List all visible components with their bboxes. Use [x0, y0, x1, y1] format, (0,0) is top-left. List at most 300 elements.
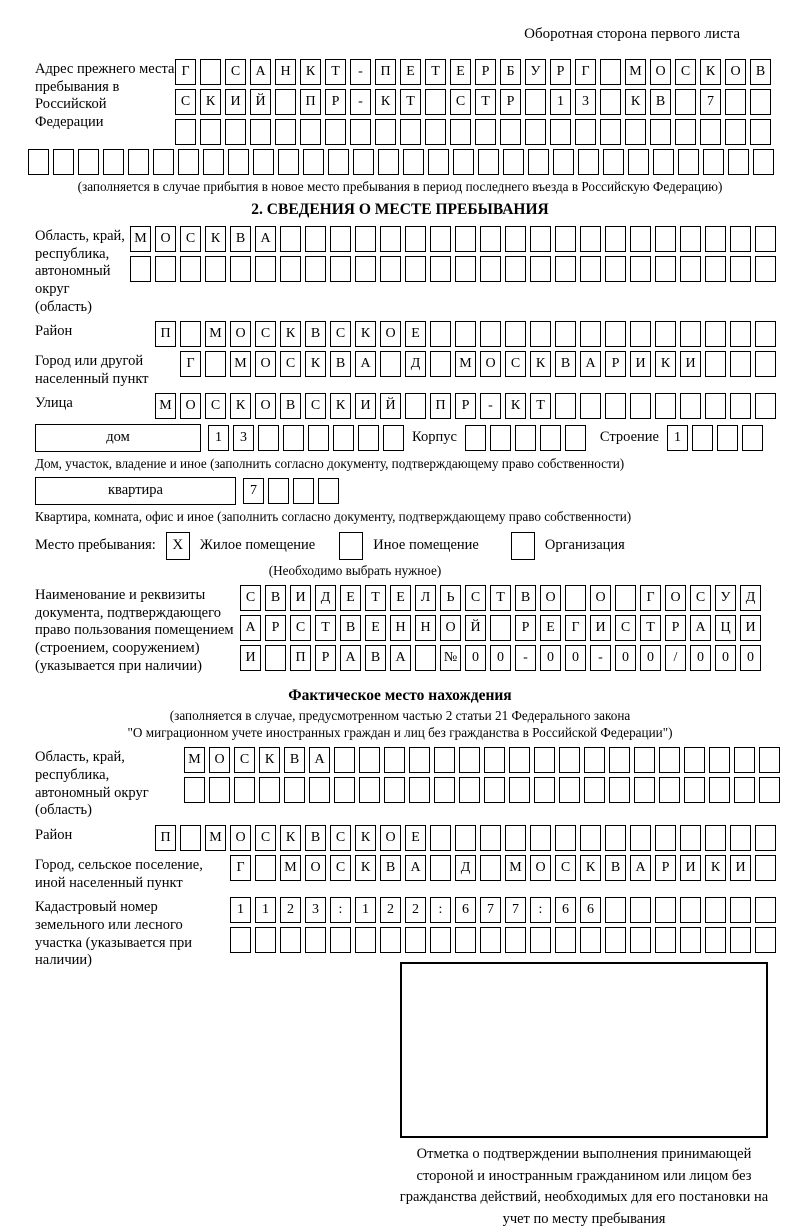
- char-box[interactable]: И: [290, 585, 311, 611]
- char-box[interactable]: В: [265, 585, 286, 611]
- char-box[interactable]: [525, 89, 546, 115]
- char-box[interactable]: [705, 927, 726, 953]
- char-box[interactable]: [425, 89, 446, 115]
- char-box[interactable]: В: [515, 585, 536, 611]
- char-box[interactable]: :: [530, 897, 551, 923]
- char-box[interactable]: [600, 59, 621, 85]
- char-box[interactable]: Е: [390, 585, 411, 611]
- char-box[interactable]: Й: [250, 89, 271, 115]
- char-box[interactable]: [480, 226, 501, 252]
- char-box[interactable]: [755, 351, 776, 377]
- char-box[interactable]: [330, 927, 351, 953]
- char-box[interactable]: П: [300, 89, 321, 115]
- char-box[interactable]: [305, 256, 326, 282]
- stay-type-checkbox-organization[interactable]: [511, 532, 535, 560]
- char-box[interactable]: 2: [280, 897, 301, 923]
- char-box[interactable]: [430, 351, 451, 377]
- char-box[interactable]: [303, 149, 324, 175]
- char-box[interactable]: О: [230, 321, 251, 347]
- char-box[interactable]: 2: [405, 897, 426, 923]
- char-box[interactable]: М: [280, 855, 301, 881]
- char-box[interactable]: [430, 825, 451, 851]
- char-box[interactable]: [280, 927, 301, 953]
- char-box[interactable]: В: [555, 351, 576, 377]
- char-box[interactable]: [755, 897, 776, 923]
- char-box[interactable]: [484, 777, 505, 803]
- char-box[interactable]: 0: [565, 645, 586, 671]
- char-box[interactable]: [605, 226, 626, 252]
- char-box[interactable]: [250, 119, 271, 145]
- char-box[interactable]: [384, 747, 405, 773]
- char-box[interactable]: [334, 777, 355, 803]
- char-box[interactable]: [405, 927, 426, 953]
- char-box[interactable]: [678, 149, 699, 175]
- char-box[interactable]: [234, 777, 255, 803]
- char-box[interactable]: [334, 747, 355, 773]
- char-box[interactable]: [555, 927, 576, 953]
- char-box[interactable]: Л: [415, 585, 436, 611]
- char-box[interactable]: [405, 256, 426, 282]
- char-box[interactable]: [555, 825, 576, 851]
- char-box[interactable]: [480, 825, 501, 851]
- char-box[interactable]: К: [355, 855, 376, 881]
- char-box[interactable]: 0: [465, 645, 486, 671]
- char-box[interactable]: 1: [667, 425, 688, 451]
- char-box[interactable]: К: [625, 89, 646, 115]
- char-box[interactable]: :: [330, 897, 351, 923]
- char-box[interactable]: К: [300, 59, 321, 85]
- char-box[interactable]: С: [255, 321, 276, 347]
- char-box[interactable]: Р: [325, 89, 346, 115]
- char-box[interactable]: 6: [455, 897, 476, 923]
- char-box[interactable]: 1: [255, 897, 276, 923]
- char-box[interactable]: П: [290, 645, 311, 671]
- char-box[interactable]: М: [455, 351, 476, 377]
- char-box[interactable]: П: [430, 393, 451, 419]
- char-box[interactable]: О: [155, 226, 176, 252]
- char-box[interactable]: В: [605, 855, 626, 881]
- char-box[interactable]: [578, 149, 599, 175]
- char-box[interactable]: Р: [665, 615, 686, 641]
- char-box[interactable]: С: [465, 585, 486, 611]
- char-box[interactable]: [650, 119, 671, 145]
- char-box[interactable]: Н: [415, 615, 436, 641]
- char-box[interactable]: 1: [355, 897, 376, 923]
- char-box[interactable]: [400, 119, 421, 145]
- char-box[interactable]: Р: [605, 351, 626, 377]
- char-box[interactable]: [383, 425, 404, 451]
- char-box[interactable]: [630, 927, 651, 953]
- char-box[interactable]: [325, 119, 346, 145]
- char-box[interactable]: [505, 256, 526, 282]
- char-box[interactable]: [609, 777, 630, 803]
- char-box[interactable]: [259, 777, 280, 803]
- char-box[interactable]: [505, 825, 526, 851]
- char-box[interactable]: [153, 149, 174, 175]
- char-box[interactable]: [180, 256, 201, 282]
- char-box[interactable]: -: [350, 89, 371, 115]
- char-box[interactable]: В: [280, 393, 301, 419]
- char-box[interactable]: С: [305, 393, 326, 419]
- char-box[interactable]: [630, 321, 651, 347]
- char-box[interactable]: [308, 425, 329, 451]
- char-box[interactable]: [525, 119, 546, 145]
- char-box[interactable]: А: [309, 747, 330, 773]
- char-box[interactable]: [103, 149, 124, 175]
- char-box[interactable]: В: [750, 59, 771, 85]
- char-box[interactable]: [750, 119, 771, 145]
- char-box[interactable]: К: [230, 393, 251, 419]
- char-box[interactable]: [675, 89, 696, 115]
- char-box[interactable]: [680, 825, 701, 851]
- char-box[interactable]: О: [180, 393, 201, 419]
- char-box[interactable]: К: [280, 321, 301, 347]
- char-box[interactable]: 1: [208, 425, 229, 451]
- char-box[interactable]: [655, 393, 676, 419]
- char-box[interactable]: И: [240, 645, 261, 671]
- char-box[interactable]: [28, 149, 49, 175]
- char-box[interactable]: [480, 927, 501, 953]
- char-box[interactable]: О: [590, 585, 611, 611]
- char-box[interactable]: [230, 927, 251, 953]
- char-box[interactable]: [530, 321, 551, 347]
- char-box[interactable]: О: [440, 615, 461, 641]
- char-box[interactable]: [730, 393, 751, 419]
- char-box[interactable]: 0: [740, 645, 761, 671]
- stay-type-checkbox-other[interactable]: [339, 532, 363, 560]
- char-box[interactable]: [305, 226, 326, 252]
- char-box[interactable]: [355, 927, 376, 953]
- char-box[interactable]: [600, 89, 621, 115]
- char-box[interactable]: [753, 149, 774, 175]
- char-box[interactable]: [455, 927, 476, 953]
- char-box[interactable]: И: [225, 89, 246, 115]
- char-box[interactable]: [280, 256, 301, 282]
- char-box[interactable]: Р: [315, 645, 336, 671]
- char-box[interactable]: В: [380, 855, 401, 881]
- char-box[interactable]: Д: [405, 351, 426, 377]
- char-box[interactable]: [730, 351, 751, 377]
- char-box[interactable]: [680, 321, 701, 347]
- char-box[interactable]: [450, 119, 471, 145]
- char-box[interactable]: [625, 119, 646, 145]
- char-box[interactable]: [284, 777, 305, 803]
- char-box[interactable]: Т: [400, 89, 421, 115]
- char-box[interactable]: С: [225, 59, 246, 85]
- char-box[interactable]: [275, 119, 296, 145]
- char-box[interactable]: [180, 321, 201, 347]
- char-box[interactable]: [515, 425, 536, 451]
- char-box[interactable]: [430, 855, 451, 881]
- char-box[interactable]: [655, 897, 676, 923]
- char-box[interactable]: К: [700, 59, 721, 85]
- char-box[interactable]: В: [330, 351, 351, 377]
- char-box[interactable]: [728, 149, 749, 175]
- char-box[interactable]: [705, 825, 726, 851]
- char-box[interactable]: [459, 777, 480, 803]
- char-box[interactable]: Р: [455, 393, 476, 419]
- char-box[interactable]: [605, 393, 626, 419]
- char-box[interactable]: 0: [690, 645, 711, 671]
- char-box[interactable]: О: [665, 585, 686, 611]
- char-box[interactable]: Т: [490, 585, 511, 611]
- char-box[interactable]: [380, 226, 401, 252]
- char-box[interactable]: [725, 89, 746, 115]
- char-box[interactable]: [534, 747, 555, 773]
- char-box[interactable]: [318, 478, 339, 504]
- char-box[interactable]: В: [305, 825, 326, 851]
- char-box[interactable]: [680, 393, 701, 419]
- char-box[interactable]: М: [505, 855, 526, 881]
- char-box[interactable]: [555, 226, 576, 252]
- char-box[interactable]: [605, 927, 626, 953]
- char-box[interactable]: [180, 825, 201, 851]
- char-box[interactable]: [350, 119, 371, 145]
- char-box[interactable]: В: [284, 747, 305, 773]
- char-box[interactable]: [128, 149, 149, 175]
- char-box[interactable]: [459, 747, 480, 773]
- char-box[interactable]: [659, 777, 680, 803]
- char-box[interactable]: К: [375, 89, 396, 115]
- char-box[interactable]: С: [175, 89, 196, 115]
- char-box[interactable]: А: [240, 615, 261, 641]
- char-box[interactable]: И: [630, 351, 651, 377]
- char-box[interactable]: 1: [230, 897, 251, 923]
- char-box[interactable]: П: [375, 59, 396, 85]
- char-box[interactable]: Д: [315, 585, 336, 611]
- char-box[interactable]: К: [305, 351, 326, 377]
- char-box[interactable]: [480, 256, 501, 282]
- char-box[interactable]: [530, 256, 551, 282]
- char-box[interactable]: [255, 855, 276, 881]
- char-box[interactable]: [655, 927, 676, 953]
- char-box[interactable]: [755, 226, 776, 252]
- char-box[interactable]: [755, 393, 776, 419]
- char-box[interactable]: К: [330, 393, 351, 419]
- char-box[interactable]: Е: [450, 59, 471, 85]
- char-box[interactable]: О: [380, 825, 401, 851]
- char-box[interactable]: С: [330, 321, 351, 347]
- char-box[interactable]: А: [255, 226, 276, 252]
- char-box[interactable]: [380, 927, 401, 953]
- char-box[interactable]: [605, 897, 626, 923]
- char-box[interactable]: [630, 897, 651, 923]
- char-box[interactable]: [480, 855, 501, 881]
- char-box[interactable]: [359, 777, 380, 803]
- char-box[interactable]: Е: [405, 321, 426, 347]
- char-box[interactable]: -: [350, 59, 371, 85]
- char-box[interactable]: [355, 226, 376, 252]
- char-box[interactable]: [540, 425, 561, 451]
- char-box[interactable]: [280, 226, 301, 252]
- char-box[interactable]: А: [405, 855, 426, 881]
- char-box[interactable]: [258, 425, 279, 451]
- char-box[interactable]: [530, 927, 551, 953]
- char-box[interactable]: К: [355, 825, 376, 851]
- char-box[interactable]: В: [340, 615, 361, 641]
- char-box[interactable]: [580, 825, 601, 851]
- char-box[interactable]: [655, 226, 676, 252]
- char-box[interactable]: К: [200, 89, 221, 115]
- char-box[interactable]: [283, 425, 304, 451]
- char-box[interactable]: [575, 119, 596, 145]
- char-box[interactable]: С: [290, 615, 311, 641]
- char-box[interactable]: [630, 226, 651, 252]
- char-box[interactable]: О: [305, 855, 326, 881]
- char-box[interactable]: У: [715, 585, 736, 611]
- char-box[interactable]: Р: [265, 615, 286, 641]
- char-box[interactable]: Е: [365, 615, 386, 641]
- char-box[interactable]: И: [355, 393, 376, 419]
- char-box[interactable]: А: [580, 351, 601, 377]
- char-box[interactable]: [505, 927, 526, 953]
- stay-type-checkbox-residential[interactable]: X: [166, 532, 190, 560]
- char-box[interactable]: О: [650, 59, 671, 85]
- char-box[interactable]: [680, 897, 701, 923]
- char-box[interactable]: [555, 321, 576, 347]
- char-box[interactable]: [415, 645, 436, 671]
- char-box[interactable]: О: [540, 585, 561, 611]
- char-box[interactable]: [580, 226, 601, 252]
- char-box[interactable]: [734, 747, 755, 773]
- char-box[interactable]: 6: [580, 897, 601, 923]
- char-box[interactable]: [178, 149, 199, 175]
- char-box[interactable]: [405, 226, 426, 252]
- char-box[interactable]: О: [255, 351, 276, 377]
- char-box[interactable]: В: [305, 321, 326, 347]
- char-box[interactable]: [78, 149, 99, 175]
- char-box[interactable]: :: [430, 897, 451, 923]
- char-box[interactable]: В: [650, 89, 671, 115]
- char-box[interactable]: [203, 149, 224, 175]
- char-box[interactable]: Т: [325, 59, 346, 85]
- char-box[interactable]: Б: [500, 59, 521, 85]
- char-box[interactable]: Й: [380, 393, 401, 419]
- char-box[interactable]: [405, 393, 426, 419]
- char-box[interactable]: [505, 226, 526, 252]
- char-box[interactable]: Т: [530, 393, 551, 419]
- char-box[interactable]: [717, 425, 738, 451]
- char-box[interactable]: И: [590, 615, 611, 641]
- char-box[interactable]: 7: [480, 897, 501, 923]
- char-box[interactable]: [684, 747, 705, 773]
- char-box[interactable]: 0: [615, 645, 636, 671]
- char-box[interactable]: 0: [640, 645, 661, 671]
- char-box[interactable]: С: [180, 226, 201, 252]
- char-box[interactable]: [584, 777, 605, 803]
- char-box[interactable]: [268, 478, 289, 504]
- char-box[interactable]: Р: [550, 59, 571, 85]
- char-box[interactable]: 3: [575, 89, 596, 115]
- char-box[interactable]: [293, 478, 314, 504]
- char-box[interactable]: [705, 256, 726, 282]
- char-box[interactable]: Р: [655, 855, 676, 881]
- char-box[interactable]: Д: [455, 855, 476, 881]
- char-box[interactable]: [584, 747, 605, 773]
- char-box[interactable]: [403, 149, 424, 175]
- char-box[interactable]: [384, 777, 405, 803]
- char-box[interactable]: [509, 747, 530, 773]
- char-box[interactable]: А: [690, 615, 711, 641]
- char-box[interactable]: [265, 645, 286, 671]
- char-box[interactable]: [609, 747, 630, 773]
- char-box[interactable]: Е: [405, 825, 426, 851]
- char-box[interactable]: [730, 321, 751, 347]
- char-box[interactable]: 6: [555, 897, 576, 923]
- char-box[interactable]: О: [480, 351, 501, 377]
- char-box[interactable]: М: [184, 747, 205, 773]
- char-box[interactable]: С: [555, 855, 576, 881]
- char-box[interactable]: [275, 89, 296, 115]
- char-box[interactable]: [742, 425, 763, 451]
- char-box[interactable]: [730, 927, 751, 953]
- char-box[interactable]: [228, 149, 249, 175]
- char-box[interactable]: Е: [540, 615, 561, 641]
- char-box[interactable]: [503, 149, 524, 175]
- char-box[interactable]: Г: [180, 351, 201, 377]
- char-box[interactable]: [409, 777, 430, 803]
- char-box[interactable]: [355, 256, 376, 282]
- char-box[interactable]: [528, 149, 549, 175]
- char-box[interactable]: [328, 149, 349, 175]
- char-box[interactable]: Р: [500, 89, 521, 115]
- char-box[interactable]: 7: [505, 897, 526, 923]
- char-box[interactable]: [705, 321, 726, 347]
- char-box[interactable]: Т: [315, 615, 336, 641]
- char-box[interactable]: [630, 825, 651, 851]
- char-box[interactable]: К: [530, 351, 551, 377]
- char-box[interactable]: С: [240, 585, 261, 611]
- char-box[interactable]: [505, 321, 526, 347]
- char-box[interactable]: [709, 777, 730, 803]
- char-box[interactable]: [534, 777, 555, 803]
- char-box[interactable]: [580, 256, 601, 282]
- char-box[interactable]: [634, 777, 655, 803]
- char-box[interactable]: С: [330, 825, 351, 851]
- char-box[interactable]: М: [130, 226, 151, 252]
- char-box[interactable]: [659, 747, 680, 773]
- char-box[interactable]: [184, 777, 205, 803]
- char-box[interactable]: [755, 825, 776, 851]
- char-box[interactable]: [730, 825, 751, 851]
- char-box[interactable]: К: [580, 855, 601, 881]
- char-box[interactable]: [559, 747, 580, 773]
- char-box[interactable]: Г: [175, 59, 196, 85]
- char-box[interactable]: Е: [340, 585, 361, 611]
- char-box[interactable]: К: [355, 321, 376, 347]
- char-box[interactable]: А: [390, 645, 411, 671]
- char-box[interactable]: С: [615, 615, 636, 641]
- char-box[interactable]: [605, 825, 626, 851]
- char-box[interactable]: [209, 777, 230, 803]
- char-box[interactable]: [490, 615, 511, 641]
- char-box[interactable]: [580, 927, 601, 953]
- char-box[interactable]: [630, 393, 651, 419]
- char-box[interactable]: С: [505, 351, 526, 377]
- char-box[interactable]: [580, 321, 601, 347]
- char-box[interactable]: Г: [230, 855, 251, 881]
- char-box[interactable]: [550, 119, 571, 145]
- char-box[interactable]: М: [230, 351, 251, 377]
- char-box[interactable]: 1: [550, 89, 571, 115]
- char-box[interactable]: К: [205, 226, 226, 252]
- char-box[interactable]: 7: [700, 89, 721, 115]
- char-box[interactable]: [353, 149, 374, 175]
- char-box[interactable]: [430, 927, 451, 953]
- char-box[interactable]: [605, 321, 626, 347]
- char-box[interactable]: [565, 425, 586, 451]
- char-box[interactable]: [484, 747, 505, 773]
